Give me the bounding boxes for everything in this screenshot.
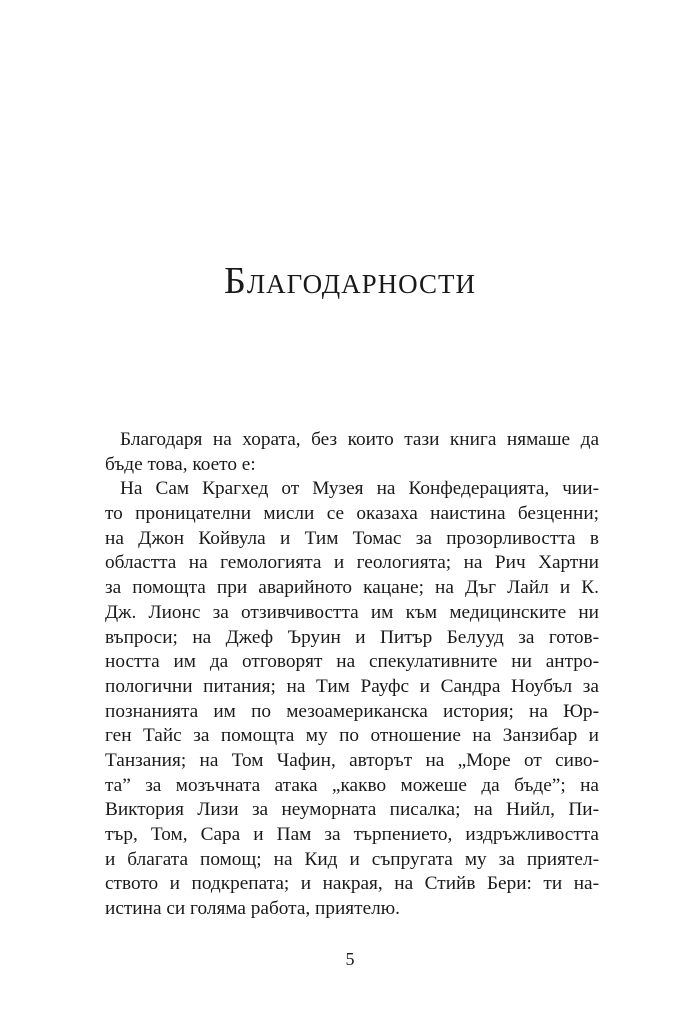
text-line: ството и подкрепата; и накрая, на Стийв Бери: ти на- [105, 873, 599, 895]
text-line: областта на гемологията и геологията; на Рич Хартни [105, 552, 599, 574]
text-line: Дж. Лионс за отзивчивостта им към медицинските ни [105, 601, 599, 623]
acknowledgements-text [105, 428, 599, 922]
text-line: тър, Том, Сара и Пам за търпението, издръжливостта [105, 824, 599, 845]
text-line: На Сам Крагхед от Музея на Конфедерацията, чии- [120, 478, 599, 500]
text-line: за помощта при аварийното кацане; на Дъг Лайл и К. [105, 577, 599, 599]
text-line: та” за мозъчната атака „какво можеше да бъде”; на [105, 774, 599, 796]
page-number: 5 [345, 949, 355, 969]
text-line: бъде това, което е: [105, 453, 256, 475]
chapter-title-text: Благодарности [224, 260, 476, 302]
paragraph [105, 428, 599, 477]
text-line: и благата помощ; на Кид и съпругата му за приятел- [105, 848, 599, 870]
text-line: Благодаря на хората, без които тази книга нямаше да [120, 429, 599, 450]
text-line: Виктория Лизи за неуморната писалка; на Нийл, Пи- [105, 799, 599, 821]
text-line: пологични питания; на Тим Рауфс и Сандра Ноубъл за [105, 675, 599, 697]
text-line: то проницателни мисли се оказаха наистина безценни; [105, 503, 599, 525]
paragraph [105, 477, 599, 921]
text-line: ността им да отговорят на спекулативните ни антро- [105, 651, 599, 673]
text-line: на Джон Койвула и Тим Томас за прозорливостта в [105, 527, 599, 549]
text-line: истина си голяма работа, приятелю. [105, 898, 400, 920]
text-line: Танзания; на Том Чафин, авторът на „Море от сиво- [105, 749, 599, 771]
text-line: въпроси; на Джеф Ъруин и Питър Белууд за готов- [105, 626, 599, 648]
chapter-title [0, 262, 700, 300]
text-line: познанията им по мезоамериканска история; на Юр- [105, 700, 599, 722]
text-line: ген Тайс за помощта му по отношение на Занзибар и [105, 725, 599, 747]
